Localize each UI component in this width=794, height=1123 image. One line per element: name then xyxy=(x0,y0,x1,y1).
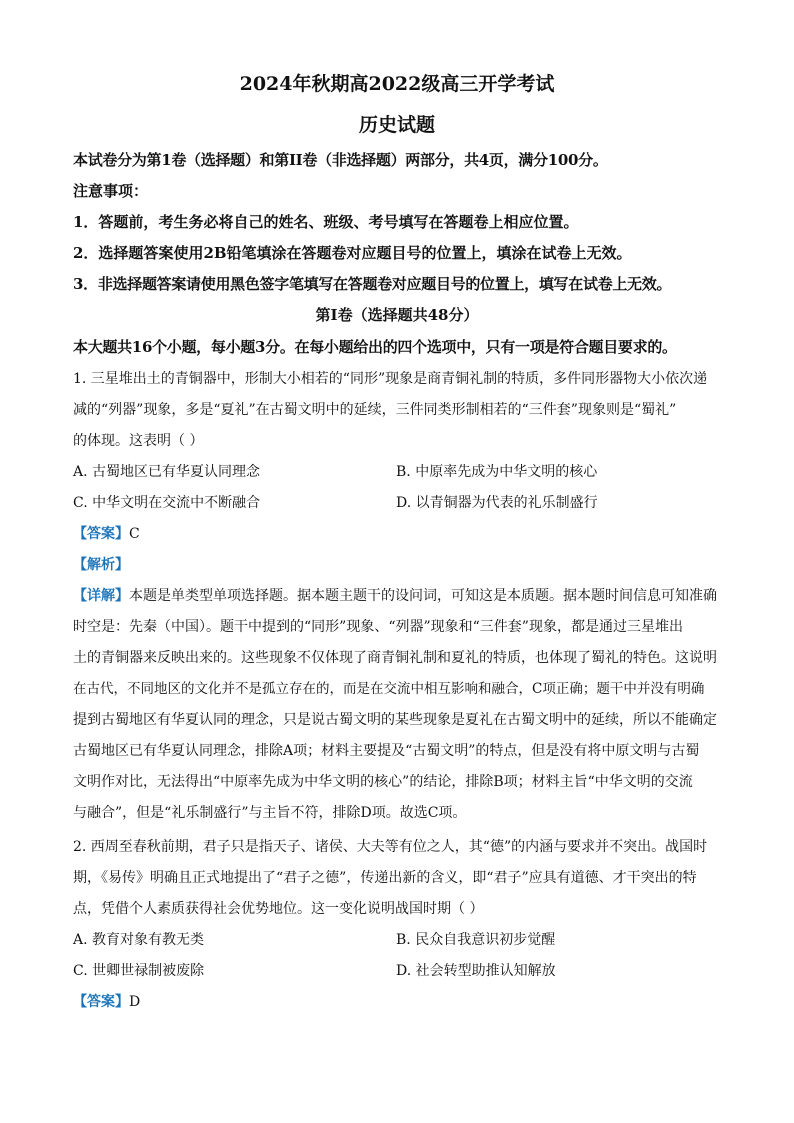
q1-answer xyxy=(73,524,723,544)
q1-detail-line-4: 在古代，不同地区的文化并不是孤立存在的，而是在交流中相互影响和融合，C项正确；题干中并没有明确 xyxy=(73,681,705,697)
q2-option-c: C. 世卿世禄制被废除 xyxy=(73,963,205,979)
q1-detail-line-1 xyxy=(73,586,723,606)
q2-stem-line-3: 点，凭借个人素质获得社会优势地位。这一变化说明战国时期（ ） xyxy=(73,901,484,917)
q1-analysis xyxy=(73,555,723,575)
answer-tag: 【答案】 xyxy=(73,994,129,1010)
q2-answer xyxy=(73,992,723,1012)
notice-title: 注意事项： xyxy=(73,182,149,200)
q1-option-a: A. 古蜀地区已有华夏认同理念 xyxy=(73,464,261,480)
q1-option-b: B. 中原率先成为中华文明的核心 xyxy=(396,464,598,480)
q1-stem-line-2: 减的“列器”现象，多是“夏礼”在古蜀文明中的延续，三件同类形制相若的“三件套”现象则是“蜀礼” xyxy=(73,402,677,418)
notice-item-2: 2．选择题答案使用2B铅笔填涂在答题卷对应题目号的位置上，填涂在试卷上无效。 xyxy=(73,244,632,262)
q2-stem-line-2: 期，《易传》明确且正式地提出了“君子之德”，传递出新的含义，即“君子”应具有道德、才干突出的特 xyxy=(73,870,697,886)
answer-tag: 【答案】 xyxy=(73,526,129,542)
notice-item-3: 3．非选择题答案请使用黑色签字笔填写在答题卷对应题目号的位置上，填写在试卷上无效。 xyxy=(73,275,672,293)
q1-detail-line-6: 古蜀地区已有华夏认同理念，排除A项；材料主要提及“古蜀文明”的特点，但是没有将中原文明与古蜀 xyxy=(73,743,700,759)
detail-text: 本题是单类型单项选择题。据本题主题干的设问词，可知这是本质题。据本题时间信息可知准确 xyxy=(129,588,717,604)
q2-stem-line-1: 2. 西周至春秋前期，君子只是指天子、诸侯、大夫等有位之人，其“德”的内涵与要求并不突出。战国时 xyxy=(73,839,708,855)
q2-option-a: A. 教育对象有教无类 xyxy=(73,932,205,948)
notice-item-1: 1．答题前，考生务必将自己的姓名、班级、考号填写在答题卷上相应位置。 xyxy=(73,213,579,231)
exam-structure: 本试卷分为第1卷（选择题）和第II卷（非选择题）两部分，共4页，满分100分。 xyxy=(73,151,608,169)
q1-option-c: C. 中华文明在交流中不断融合 xyxy=(73,495,261,511)
exam-title: 2024年秋期高2022级高三开学考试 xyxy=(239,73,555,95)
analysis-tag: 【解析】 xyxy=(73,557,129,573)
q2-option-b: B. 民众自我意识初步觉醒 xyxy=(396,932,556,948)
answer-value: D xyxy=(129,994,141,1010)
q1-detail-line-5: 提到古蜀地区有华夏认同的理念，只是说古蜀文明的某些现象是夏礼在古蜀文明中的延续，所以不能确定 xyxy=(73,712,717,728)
section-instruction: 本大题共16个小题，每小题3分。在每小题给出的四个选项中，只有一项是符合题目要求的。 xyxy=(73,338,677,356)
q1-stem-line-3: 的体现。这表明（ ） xyxy=(73,433,204,449)
q2-option-d: D. 社会转型助推认知解放 xyxy=(396,963,556,979)
subject-title: 历史试题 xyxy=(358,114,435,136)
section-title: 第I卷（选择题共48分） xyxy=(315,306,479,324)
q1-option-d: D. 以青铜器为代表的礼乐制盛行 xyxy=(396,495,598,511)
answer-value: C xyxy=(129,526,140,542)
q1-detail-line-8: 与融合”，但是“礼乐制盛行”与主旨不符，排除D项。故选C项。 xyxy=(73,805,467,821)
q1-detail-line-2: 时空是：先秦（中国）。题干中提到的“同形”现象、“列器”现象和“三件套”现象，都是通过三星堆出 xyxy=(73,619,683,635)
q1-stem-line-1: 1. 三星堆出土的青铜器中，形制大小相若的“同形”现象是商青铜礼制的特质，多件同形器物大小依次递 xyxy=(73,371,708,387)
detail-tag: 【详解】 xyxy=(73,588,129,604)
q1-detail-line-7: 文明作对比，无法得出“中原率先成为中华文明的核心”的结论，排除B项；材料主旨“中华文明的交流 xyxy=(73,774,693,790)
q1-detail-line-3: 土的青铜器来反映出来的。这些现象不仅体现了商青铜礼制和夏礼的特质，也体现了蜀礼的特色。这说明 xyxy=(73,650,717,666)
